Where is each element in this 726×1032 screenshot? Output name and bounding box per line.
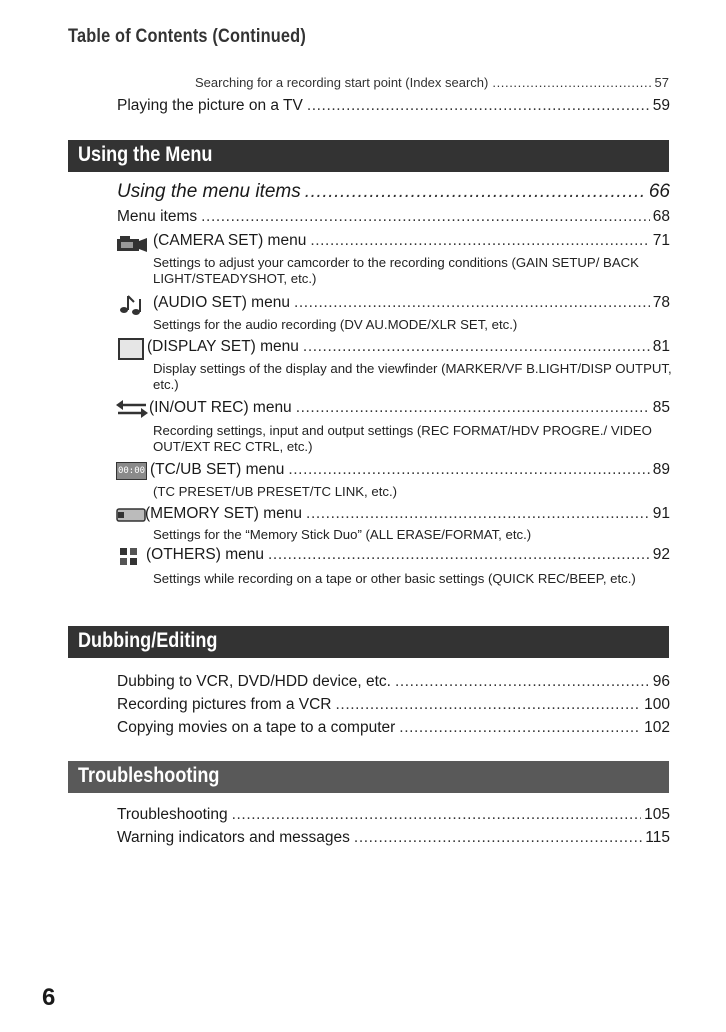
- toc-page-number: 81: [652, 338, 670, 355]
- toc-entry-dubbing-vcr[interactable]: [117, 673, 670, 691]
- toc-entry-label: Using the menu items: [117, 181, 301, 202]
- toc-entry-copying-to-computer[interactable]: [117, 719, 670, 737]
- toc-entry-label: Copying movies on a tape to a computer: [117, 719, 396, 736]
- toc-page-number: 57: [654, 75, 669, 90]
- toc-entry-others[interactable]: [146, 546, 670, 564]
- leader-dots: [354, 829, 642, 847]
- toc-entry-description: Settings for the “Memory Stick Duo” (ALL ERASE/FORMAT, etc.): [153, 527, 532, 542]
- toc-entry-label: (IN/OUT REC) menu: [149, 399, 292, 416]
- toc-entry-description: Settings to adjust your camcorder to the recording conditions (GAIN SETUP/ BACK LIGHT/STEADYSHOT, etc.): [153, 255, 639, 286]
- section-title: Using the Menu: [78, 143, 213, 166]
- toc-page-number: 115: [645, 829, 670, 846]
- leader-dots: [296, 399, 650, 417]
- leader-dots: [395, 673, 650, 691]
- toc-entry-label: Dubbing to VCR, DVD/HDD device, etc.: [117, 673, 391, 690]
- leader-dots: [303, 338, 650, 356]
- leader-dots: [232, 806, 642, 824]
- toc-entry-index-search[interactable]: [195, 75, 669, 90]
- toc-entry-label: (MEMORY SET) menu: [145, 505, 303, 522]
- section-header-using-the-menu: [68, 140, 669, 172]
- page-header-title: Table of Contents (Continued): [68, 26, 306, 47]
- camera-icon: [116, 234, 148, 254]
- toc-entry-using-menu-items[interactable]: [117, 181, 670, 203]
- section-header-troubleshooting: [68, 761, 669, 793]
- toc-entry-tv[interactable]: [117, 97, 670, 115]
- toc-page-number: 68: [652, 208, 670, 225]
- toc-entry-display-set[interactable]: [147, 338, 670, 356]
- toc-entry-tc-ub-set[interactable]: [150, 461, 670, 479]
- music-notes-icon: [118, 293, 146, 315]
- leader-dots: [492, 75, 651, 90]
- section-title: Dubbing/Editing: [78, 629, 218, 652]
- toc-entry-description: Settings for the audio recording (DV AU.MODE/XLR SET, etc.): [153, 317, 518, 332]
- toc-entry-audio-set[interactable]: [153, 294, 670, 312]
- toc-page-number: 96: [652, 673, 670, 690]
- toc-entry-label: Recording pictures from a VCR: [117, 696, 332, 713]
- toc-entry-label: (OTHERS) menu: [146, 546, 264, 563]
- toc-entry-memory-set[interactable]: [145, 505, 670, 523]
- toc-page-number: 91: [652, 505, 670, 522]
- toc-page-number: 89: [652, 461, 670, 478]
- toc-page-number: 71: [652, 232, 670, 249]
- leader-dots: [294, 294, 650, 312]
- leader-dots: [307, 97, 650, 115]
- toc-entry-label: Playing the picture on a TV: [117, 97, 303, 114]
- toc-page-number: 59: [652, 97, 670, 114]
- leader-dots: [288, 461, 649, 479]
- memory-stick-icon: [116, 507, 146, 523]
- toc-entry-label: Warning indicators and messages: [117, 829, 350, 846]
- toc-page-number: 78: [652, 294, 670, 311]
- leader-dots: [336, 696, 642, 714]
- leader-dots: [399, 719, 641, 737]
- toc-entry-label: (DISPLAY SET) menu: [147, 338, 299, 355]
- leader-dots: [305, 181, 646, 203]
- toc-entry-recording-from-vcr[interactable]: [117, 696, 670, 714]
- toc-page-number: 66: [648, 181, 670, 202]
- display-icon: [118, 338, 144, 360]
- toc-entry-description: (TC PRESET/UB PRESET/TC LINK, etc.): [153, 484, 398, 499]
- toc-entry-label: Searching for a recording start point (Index search): [195, 75, 489, 90]
- toc-entry-description: Settings while recording on a tape or other basic settings (QUICK REC/BEEP, etc.): [153, 571, 636, 586]
- others-grid-icon: [119, 547, 139, 567]
- toc-entry-label: (TC/UB SET) menu: [150, 461, 285, 478]
- toc-entry-description: Display settings of the display and the viewfinder (MARKER/VF B.LIGHT/DISP OUTPUT, etc.): [153, 361, 672, 392]
- toc-entry-label: Troubleshooting: [117, 806, 228, 823]
- toc-entry-description: Recording settings, input and output settings (REC FORMAT/HDV PROGRE./ VIDEO OUT/EXT REC CTRL, etc.): [153, 423, 652, 454]
- toc-entry-camera-set[interactable]: [153, 232, 670, 250]
- leader-dots: [310, 232, 649, 250]
- leader-dots: [201, 208, 650, 226]
- page-number: 6: [42, 984, 56, 1011]
- toc-entry-in-out-rec[interactable]: [149, 399, 670, 417]
- toc-entry-label: (CAMERA SET) menu: [153, 232, 307, 249]
- timecode-icon: 00:00: [116, 462, 147, 480]
- toc-page-number: 92: [652, 546, 670, 563]
- section-header-dubbing-editing: [68, 626, 669, 658]
- toc-page-number: 102: [644, 719, 670, 736]
- leader-dots: [306, 505, 650, 523]
- in-out-arrows-icon: [116, 399, 148, 419]
- toc-entry-menu-items[interactable]: [117, 208, 670, 226]
- section-title: Troubleshooting: [78, 764, 220, 787]
- toc-page-number: 100: [644, 696, 670, 713]
- toc-page-number: 105: [644, 806, 670, 823]
- toc-entry-label: Menu items: [117, 208, 198, 225]
- leader-dots: [268, 546, 650, 564]
- toc-entry-label: (AUDIO SET) menu: [153, 294, 290, 311]
- toc-page-number: 85: [652, 399, 670, 416]
- toc-entry-warning-indicators[interactable]: [117, 829, 670, 847]
- toc-entry-troubleshooting[interactable]: [117, 806, 670, 824]
